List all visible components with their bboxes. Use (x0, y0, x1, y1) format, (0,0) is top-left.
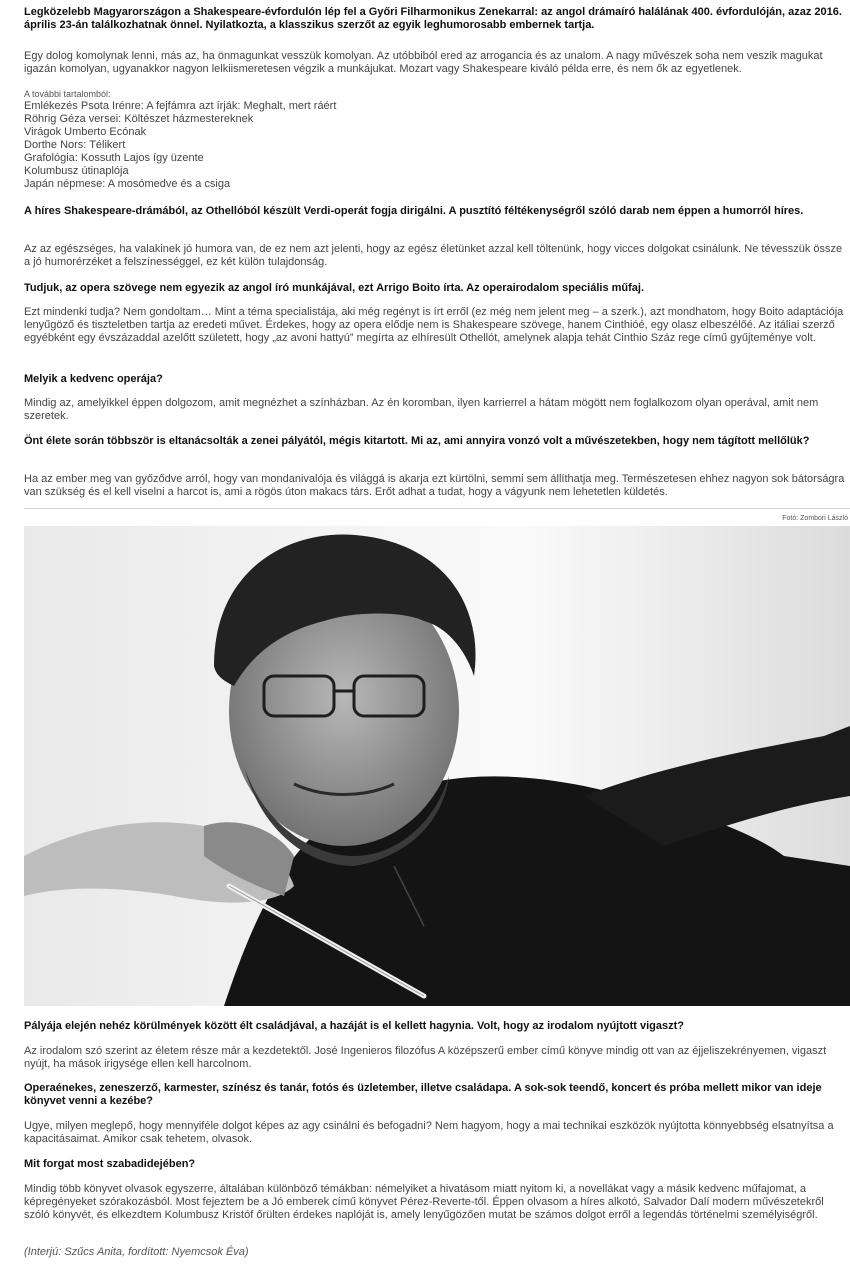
interview-answer: Az irodalom szó szerint az életem része már a kezdetektől. José Ingenieros filozófus A középszerű ember című könyve mindig ott van az éjjeliszekrényemen, vigaszt nyújt, ha mások irigysége ellen kell harcolnom. (24, 1045, 827, 1070)
interview-answer: Mindig az, amelyikkel éppen dolgozom, amit megnézhet a színházban. Az én koromban, ilyen karrierrel a hátam mögött nem foglalkozom olyan operával, amit nem szeretek. (24, 397, 819, 422)
more-content-link[interactable]: Röhrig Géza versei: Költészet házmestereknek (24, 113, 254, 125)
more-content-link[interactable]: Emlékezés Psota Irénre: A fejfámra azt írják: Meghalt, mert ráért (24, 100, 337, 112)
author-signature: (Interjú: Szűcs Anita, fordított: Nyemcsok Éva) (24, 1246, 249, 1258)
interview-question: Önt élete során többször is eltanácsolták a zenei pályától, mégis kitartott. Mi az, ami annyira vonzó volt a művészetekben, hogy nem tágított mellőlük? (24, 435, 810, 447)
interview-question: Pályája elején nehéz körülmények között élt családjával, a hazáját is el kellett hagynia. Volt, hogy az irodalom nyújtott vigaszt? (24, 1020, 684, 1032)
interview-answer: Az az egészséges, ha valakinek jó humora van, de ez nem azt jelenti, hogy az egész életünket azzal kell töltenünk, hogy vicces dolgokat csinálunk. Ne tévesszük össze a jó humorérzéket a felszínességgel, ez két külön tulajdonság. (24, 243, 843, 268)
more-content-link[interactable]: Dorthe Nors: Télikert (24, 139, 126, 151)
interview-answer: Ha az ember meg van győződve arról, hogy van mondanivalója és világgá is akarja ezt kürtölni, semmi sem állíthatja meg. Természetesen ehhez nagyon sok bátorságra van szükség és el kell viselni a harcot is, ami a rögös úton makacs társ. Erőt adhat a tudat, hogy a vágyunk nem lehetetlen küldetés. (24, 473, 845, 498)
interview-answer: Ugye, milyen meglepő, hogy mennyiféle dolgot képes az agy csinálni és befogadni? Nem hagyom, hogy a mai technikai eszközök nyújtotta könnyebbség elsatnyítsa a kapacitásaimat. Amikor csak tehetem, olvasok. (24, 1120, 834, 1145)
interview-question: Mit forgat most szabadidejében? (24, 1158, 196, 1170)
photo-credit: Fotó: Zombori László (782, 515, 848, 522)
paragraph-intro: Egy dolog komolynak lenni, más az, ha önmagunkat vesszük komolyan. Az utóbbiból ered az arrogancia és az unalom. A nagy művészek soha nem veszik magukat igazán komolyan, ugyanakkor nagyon lelkiismeretesen végzik a munkájukat. Mozart vagy Shakespeare kiváló példa erre, és nem ők az egyetlenek. (24, 50, 823, 75)
more-content-list (24, 100, 846, 191)
article-lead: Legközelebb Magyarországon a Shakespeare-évfordulón lép fel a Győri Filharmonikus Zenekarral: az angol drámaíró halálának 400. évfordulóján, azaz 2016. április 23-án találkozhatnak önnel. Nyilatkozta, a klasszikus szerzőt az egyik leghumorosabb embernek tartja. (24, 6, 842, 31)
interview-question: Tudjuk, az opera szövege nem egyezik az angol író munkájával, ezt Arrigo Boito írta. Az operairodalom speciális műfaj. (24, 282, 645, 294)
more-content-link[interactable]: Kolumbusz útinaplója (24, 165, 129, 177)
conductor-photo (24, 526, 850, 1006)
interview-answer: Ezt mindenki tudja? Nem gondoltam… Mint a téma specialistája, aki még regényt is írt erről (ez még nem jelent meg – a szerk.), azt mondhatom, hogy Boito adaptációja lenyűgöző és tiszteletben tartja az eredeti művet. Érdekes, hogy az opera elődje nem is Shakespeare szövege, hanem Cinthióé, egy olasz elbeszélőé. Az itáliai szerző egyébként egy évszázaddal azelőtt született, hogy „az avoni hattyú” megírta az elhíresült Othellót, amelynek alapja tehát Cinthio Száz rege című gyűjteménye volt. (24, 306, 844, 344)
interview-question: A híres Shakespeare-drámából, az Othellóból készült Verdi-operát fogja dirigálni. A pusztító féltékenységről szóló darab nem éppen a humorról híres. (24, 205, 804, 217)
interview-answer: Mindig több könyvet olvasok egyszerre, általában különböző témákban: némelyiket a hivatásom miatt nyitom ki, a novellákat vagy a másik kedvenc műfajomat, a képregényeket szórakozásból. Most fejeztem be a Jó emberek című könyvet Pérez-Reverte-től. Éppen olvasom a híres alkotó, Salvador Dalí modern művészetekről szóló könyvét, és elkezdtem Kolumbusz Kristóf őrülten érdekes naplóját is, amely lenyűgözően mutat be számos dolgot erről a legendás történelmi személyiségről. (24, 1183, 824, 1221)
more-content-title: A további tartalomból: (24, 89, 111, 99)
more-content-link[interactable]: Japán népmese: A mosómedve és a csiga (24, 178, 231, 190)
divider (24, 508, 850, 509)
more-content-link[interactable]: Virágok Umberto Ecónak (24, 126, 147, 138)
more-content-box (24, 89, 846, 191)
interview-question: Melyik a kedvenc operája? (24, 373, 163, 385)
more-content-link[interactable]: Grafológia: Kossuth Lajos így üzente (24, 152, 204, 164)
interview-question: Operaénekes, zeneszerző, karmester, színész és tanár, fotós és üzletember, illetve családapa. A sok-sok teendő, koncert és próba mellett mikor van ideje könyvet venni a kezébe? (24, 1082, 822, 1107)
